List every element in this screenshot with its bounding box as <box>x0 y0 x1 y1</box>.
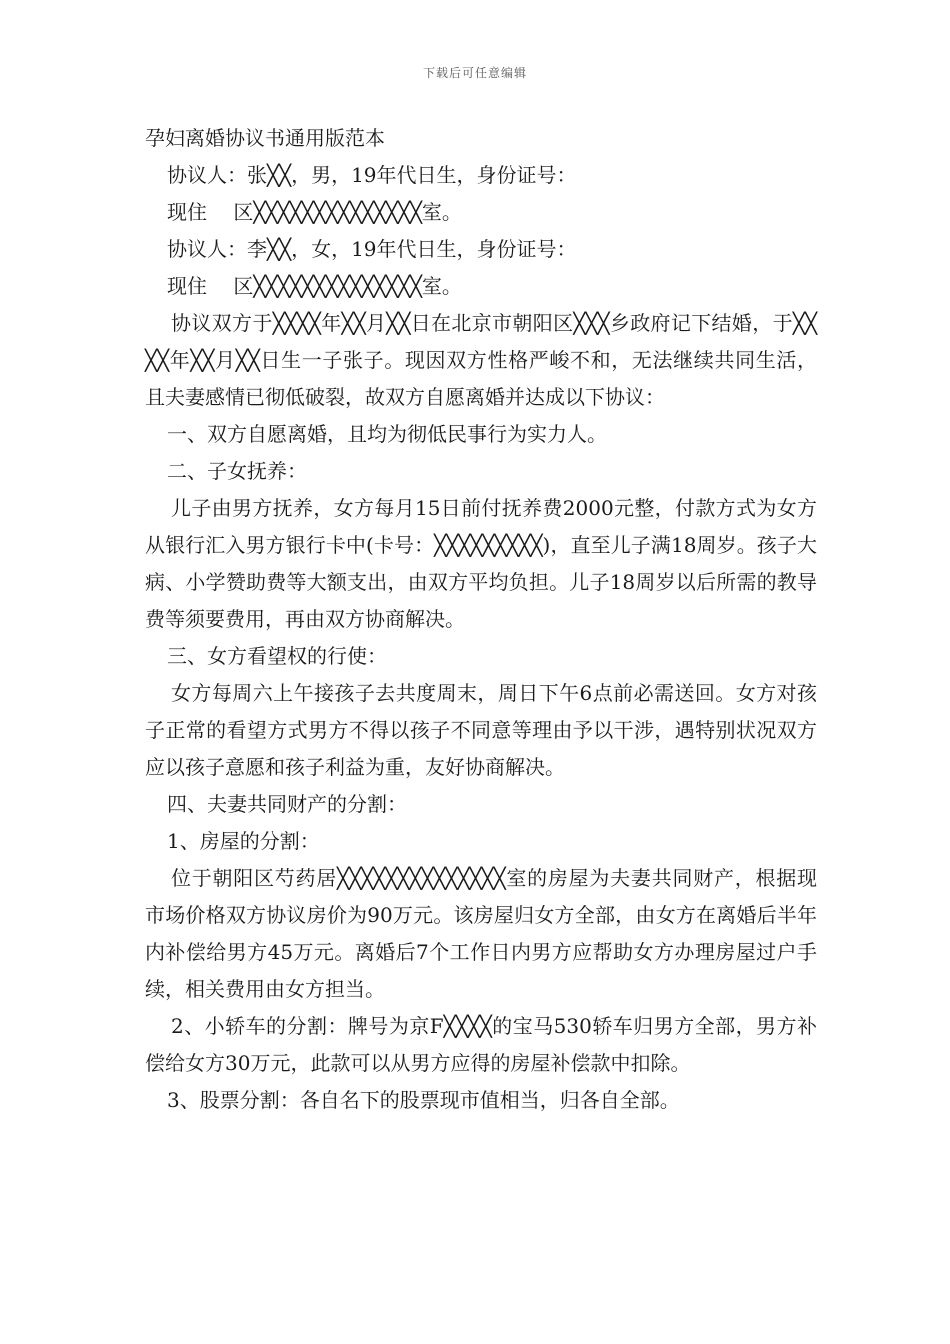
visitation-paragraph: 女方每周六上午接孩子去共度周末，周日下午6点前必需送回。女方对孩子正常的看望方式男方不得以孩子不同意等理由予以干涉，遇特别状况双方应以孩子意愿和孩子利益为重，友好协商解决。 <box>145 681 817 779</box>
document-body <box>145 120 817 1119</box>
marriage-background-paragraph: 协议双方于╳╳╳╳年╳╳月╳╳日在北京市朝阳区╳╳╳乡政府记下结婚，于╳╳╳╳年╳╳月╳╳日生一子张子。现因双方性格严峻不和，无法继续共同生活，且夫妻感情已彻低破裂，故双方自愿离婚并达成以下协议： <box>145 311 817 409</box>
document-title: 孕妇离婚协议书通用版范本 <box>145 126 385 150</box>
house-division-heading: 1、房屋的分割： <box>167 829 320 853</box>
car-division-paragraph: 2、小轿车的分割：牌号为京F╳╳╳╳的宝马530轿车归男方全部，男方补偿给女方30万元，此款可以从男方应得的房屋补偿款中扣除。 <box>145 1014 817 1075</box>
header-note: 下载后可任意编辑 <box>422 66 527 80</box>
stock-division-paragraph: 3、股票分割：各自名下的股票现市值相当，归各自全部。 <box>167 1088 680 1112</box>
party-a-line: 协议人：张╳╳，男，19年代日生，身份证号： <box>167 163 577 187</box>
section-1-heading: 一、双方自愿离婚，且均为彻低民事行为实力人。 <box>167 422 607 446</box>
party-a-address: 现住 区╳╳╳╳╳╳╳╳╳╳╳╳╳╳室。 <box>167 200 462 224</box>
party-b-address: 现住 区╳╳╳╳╳╳╳╳╳╳╳╳╳╳室。 <box>167 274 462 298</box>
child-support-paragraph: 儿子由男方抚养，女方每月15日前付抚养费2000元整，付款方式为女方从银行汇入男方银行卡中(卡号：╳╳╳╳╳╳╳╳╳)，直至儿子满18周岁。孩子大病、小学赞助费等大额支出，由双方平均负担。儿子18周岁以后所需的教导费等须要费用，再由双方协商解决。 <box>145 496 817 631</box>
section-2-heading: 二、子女抚养： <box>167 459 307 483</box>
section-4-heading: 四、夫妻共同财产的分割： <box>167 792 407 816</box>
section-3-heading: 三、女方看望权的行使： <box>167 644 387 668</box>
house-division-paragraph: 位于朝阳区芍药居╳╳╳╳╳╳╳╳╳╳╳╳╳╳室的房屋为夫妻共同财产，根据现市场价格双方协议房价为90万元。该房屋归女方全部，由女方在离婚后半年内补偿给男方45万元。离婚后7个工作日内男方应帮助女方办理房屋过户手续，相关费用由女方担当。 <box>145 866 817 1001</box>
party-b-line: 协议人：李╳╳，女，19年代日生，身份证号： <box>167 237 577 261</box>
